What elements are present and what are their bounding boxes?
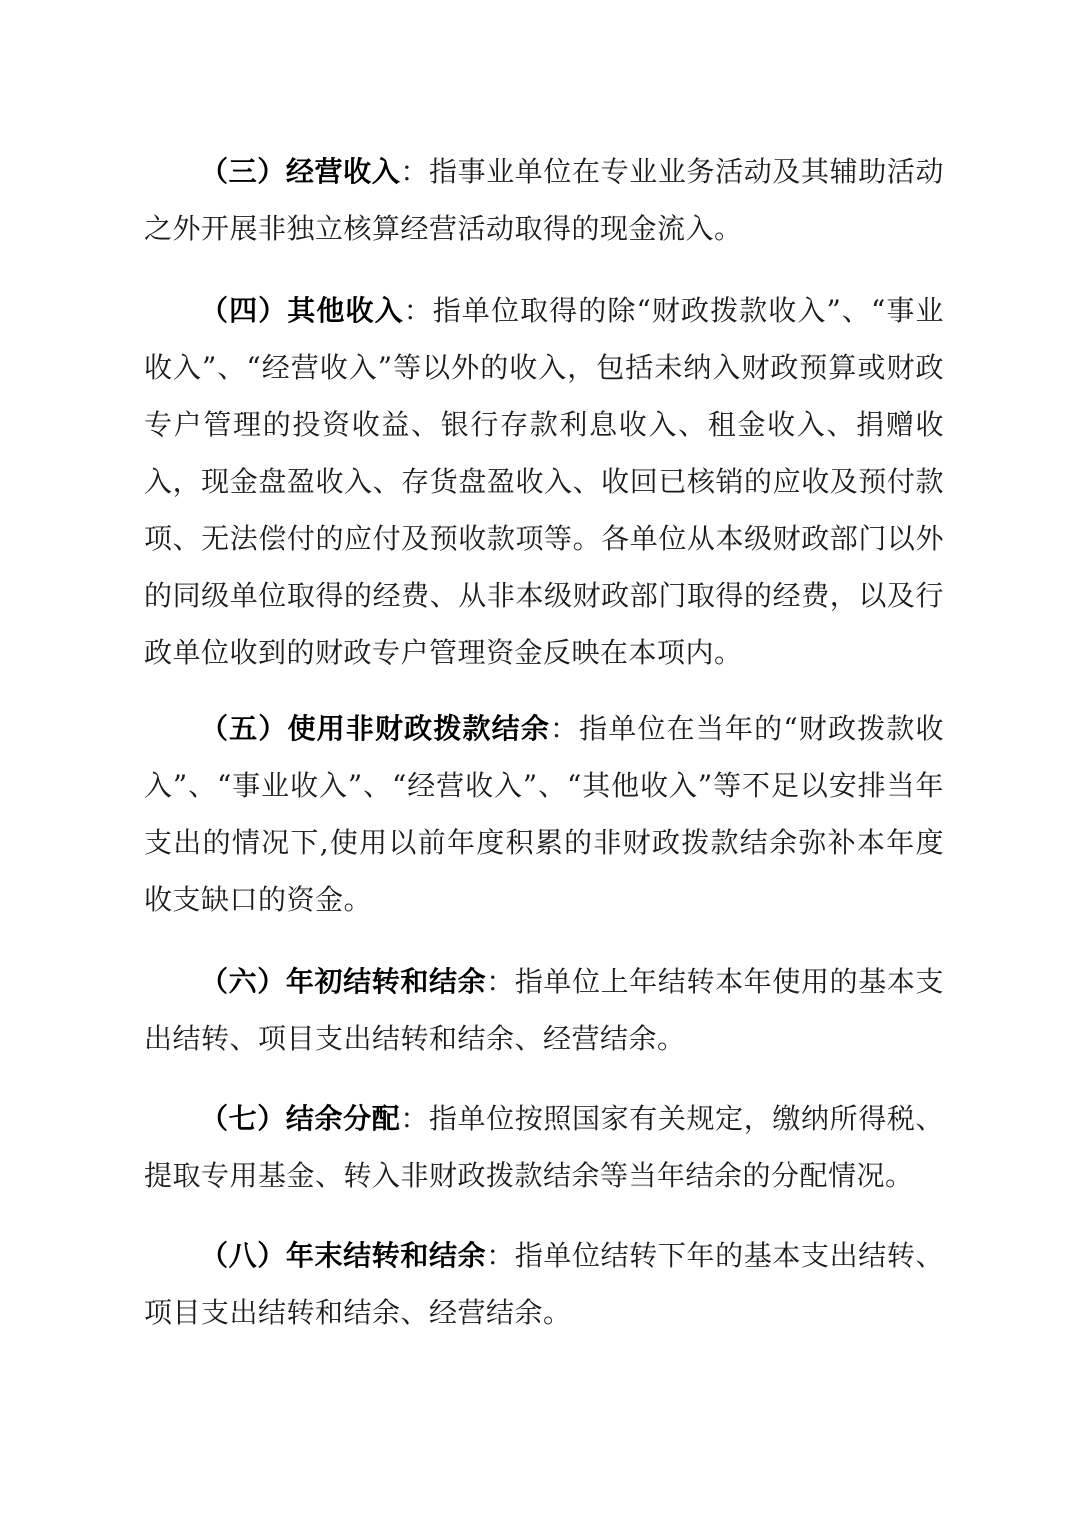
definition-text: 指单位按照国家有关规定，缴纳所得税、提取专用基金、转入非财政拨款结余等当年结余的分配情况。 <box>144 1102 944 1192</box>
term-colon: ： <box>400 155 429 188</box>
paragraph-opening-carryover <box>144 953 944 1067</box>
definition-text: 指单位结转下年的基本支出结转、项目支出结转和结余、经营结余。 <box>144 1239 944 1329</box>
term-heading: （五）使用非财政拨款结余 <box>200 712 550 745</box>
term-colon: ： <box>403 294 433 327</box>
paragraph-operating-income <box>144 143 944 257</box>
paragraph-balance-distribution <box>144 1090 944 1204</box>
definition-text: 指事业单位在专业业务活动及其辅助活动之外开展非独立核算经营活动取得的现金流入。 <box>144 155 944 245</box>
term-heading: （六）年初结转和结余 <box>200 965 487 998</box>
term-heading: （七）结余分配 <box>200 1102 401 1135</box>
definition-text: 指单位上年结转本年使用的基本支出结转、项目支出结转和结余、经营结余。 <box>144 965 944 1055</box>
term-colon: ： <box>486 1239 515 1272</box>
term-colon: ： <box>400 1102 429 1135</box>
definition-text: 指单位取得的除“财政拨款收入”、“事业收入”、“经营收入”等以外的收入，包括未纳入财政预算或财政专户管理的投资收益、银行存款利息收入、租金收入、捐赠收入，现金盘盈收入、存货盘盈收入、收回已核销的应收及预付款项、无法偿付的应付及预收款项等。各单位从本级财政部门以外的同级单位取得的经费、从非本级财政部门取得的经费，以及行政单位收到的财政专户管理资金反映在本项内。 <box>144 294 944 669</box>
term-heading: （八）年末结转和结余 <box>200 1239 487 1272</box>
term-colon: ： <box>550 712 580 745</box>
term-heading: （三）经营收入 <box>200 155 401 188</box>
paragraph-closing-carryover <box>144 1227 944 1341</box>
term-colon: ： <box>486 965 515 998</box>
definition-text: 指单位在当年的“财政拨款收入”、“事业收入”、“经营收入”、“其他收入”等不足以安排当年支出的情况下,使用以前年度积累的非财政拨款结余弥补本年度收支缺口的资金。 <box>144 712 944 916</box>
term-heading: （四）其他收入 <box>200 294 404 327</box>
paragraph-other-income <box>144 282 944 681</box>
paragraph-non-fiscal-balance-use <box>144 700 944 928</box>
